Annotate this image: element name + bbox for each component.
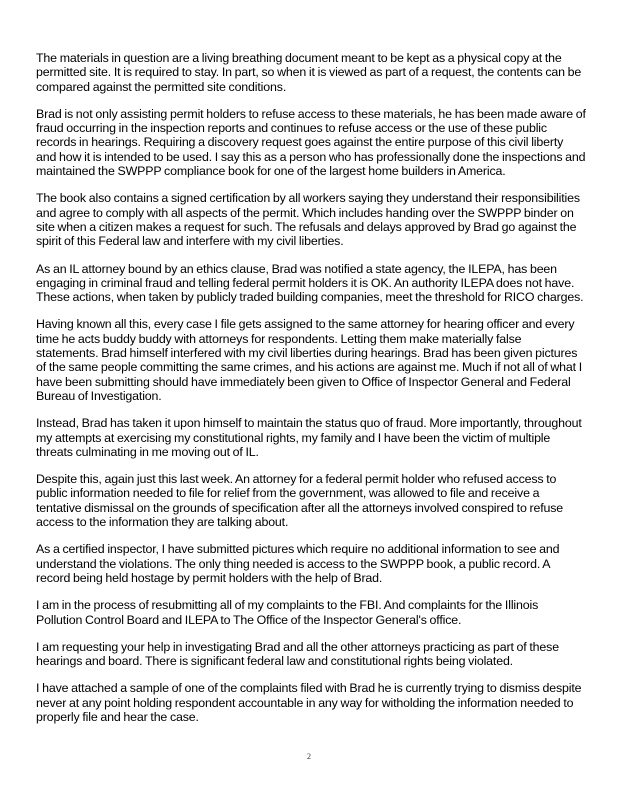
paragraph-9: I am in the process of resubmitting all of my complaints to the FBI. And complaints for the Illinois Pollution Control Board and ILEPA to The Office of the Inspector General's office. bbox=[36, 598, 539, 627]
page-number: 2 bbox=[307, 752, 311, 761]
paragraph-10: I am requesting your help in investigating Brad and all the other attorneys practicing as part of these hearings and board. There is significant federal law and constitutional rights being violated. bbox=[36, 639, 559, 669]
paragraph-7: Despite this, again just this last week. An attorney for a federal permit holder who refused access to public information needed to file for relief from the government, was allowed to file and receive a tentative dismissal on the grounds of specification after all the attorneys involved conspired to refuse access to the information they are talking about. bbox=[36, 472, 564, 530]
paragraph-6: Instead, Brad has taken it upon himself to maintain the status quo of fraud. More importantly, throughout my attempts at exercising my constitutional rights, my family and I have been the victim of multiple threats culminating in me moving out of IL. bbox=[36, 416, 582, 459]
paragraph-8: As a certified inspector, I have submitted pictures which require no additional information to see and understand the violations. The only thing needed is access to the SWPPP book, a public record. A record being held hostage by permit holders with the help of Brad. bbox=[36, 542, 560, 585]
paragraph-5: Having known all this, every case I file gets assigned to the same attorney for hearing officer and every time he acts buddy buddy with attorneys for respondents. Letting them make materially false statements. Brad himself interfered with my civil liberties during hearings. Brad has been given pictures of the same people committing the same crimes, and his actions are against me. Much if not all of what I have been submitting should have immediately been given to Office of Inspector General and Federal Bureau of Investigation. bbox=[36, 317, 583, 403]
paragraph-1: The materials in question are a living breathing document meant to be kept as a physical copy at the permitted site. It is required to stay. In part, so when it is viewed as part of a request, the contents can be compared against the permitted site conditions. bbox=[36, 51, 582, 94]
document-body bbox=[36, 51, 586, 737]
paragraph-11: I have attached a sample of one of the complaints filed with Brad he is currently trying to dismiss despite never at any point holding respondent accountable in any way for witholding the information needed to properly file and hear the case. bbox=[36, 681, 582, 724]
paragraph-2: Brad is not only assisting permit holders to refuse access to these materials, he has been made aware of fraud occurring in the inspection reports and continues to refuse access or the use of these public records in hearings. Requiring a discovery request goes against the entire purpose of this civil liberty and how it is intended to be used. I say this as a person who has professionally done the inspections and maintained the SWPPP compliance book for one of the largest home builders in America. bbox=[36, 106, 586, 179]
paragraph-3: The book also contains a signed certification by all workers saying they understand their responsibilities and agree to comply with all aspects of the permit. Which includes handing over the SWPPP binder on site when a citizen makes a request for such. The refusals and delays approved by Brad go against the spirit of this Federal law and interfere with my civil liberties. bbox=[36, 191, 580, 249]
paragraph-4: As an IL attorney bound by an ethics clause, Brad was notified a state agency, the ILEPA, has been engaging in criminal fraud and telling federal permit holders it is OK. An authority ILEPA does not have. These actions, when taken by publicly traded building companies, meet the threshold for RICO charges. bbox=[36, 261, 584, 305]
